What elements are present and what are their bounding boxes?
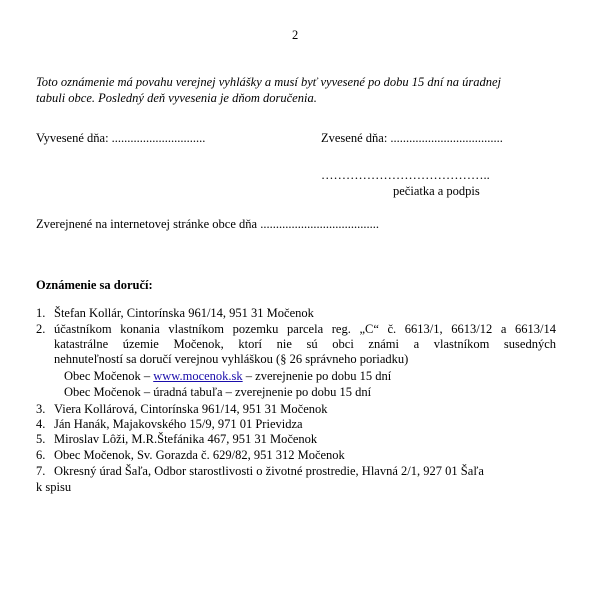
list-item: 7. Okresný úrad Šaľa, Odbor starostlivosti o životné prostredie, Hlavná 2/1, 927 01 Šaľa [36,464,484,478]
notice-line-1: Toto oznámenie má povahu verejnej vyhlášky a musí byť vyvesené po dobu 15 dní na úradnej [36,75,501,89]
list-item: 3. Viera Kollárová, Cintorínska 961/14, 951 31 Močenok [36,402,328,416]
posted-date-field: Vyvesené dňa: .............................. [36,131,206,145]
board-publication-line: Obec Močenok – úradná tabuľa – zverejnenie po dobu 15 dní [64,385,372,399]
public-notice-text [36,74,501,106]
delivery-heading: Oznámenie sa doručí: [36,278,153,292]
list-item-continuation: nehnuteľností sa doručí verejnou vyhláškou (§ 26 správneho poriadku) [54,352,409,366]
internet-publication-field: Zverejnené na internetovej stránke obce dňa ...................................... [36,217,379,231]
signature-caption: pečiatka a podpis [393,184,480,198]
list-item: 4. Ján Hanák, Majakovského 15/9, 971 01 Prievidza [36,417,303,431]
website-link[interactable]: www.mocenok.sk [153,369,243,383]
signature-line: ………………………………….. [321,168,490,182]
list-item: 2. účastníkom konania vlastníkom pozemku parcela reg. „C“ č. 6613/1, 6613/12 a 6613/14 [36,322,556,336]
page-number: 2 [292,28,299,42]
web-publication-line: Obec Močenok – www.mocenok.sk – zverejnenie po dobu 15 dní [64,369,392,383]
notice-line-2: tabuli obce. Posledný deň vyvesenia je dňom doručenia. [36,91,317,105]
list-item: 6. Obec Močenok, Sv. Gorazda č. 629/82, 951 312 Močenok [36,448,345,462]
list-item-continuation: katastrálne územie Močenok, ktorí nie sú obci známi a vlastníkom susedných [54,337,556,351]
list-item-continuation: k spisu [36,480,72,494]
removed-date-field: Zvesené dňa: .................................... [321,131,503,145]
list-item: 5. Miroslav Lôži, M.R.Štefánika 467, 951 31 Močenok [36,432,318,446]
list-item: 1. Štefan Kollár, Cintorínska 961/14, 951 31 Močenok [36,306,314,320]
